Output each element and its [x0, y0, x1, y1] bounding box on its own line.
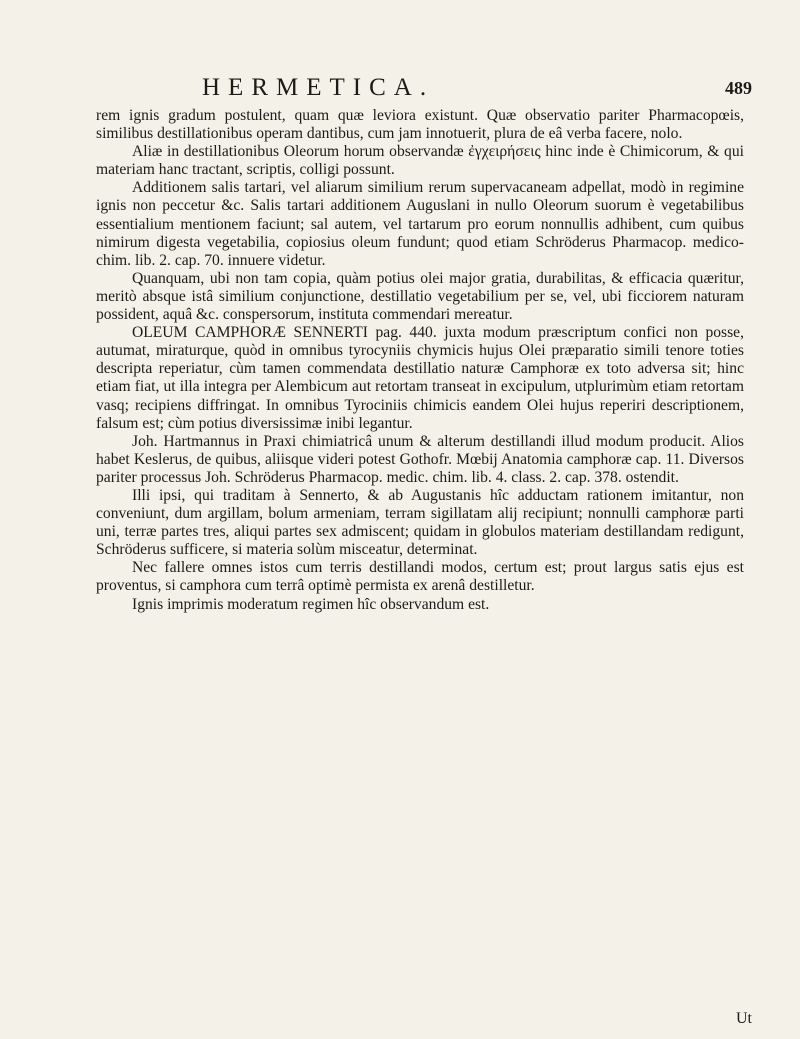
paragraph: Quanquam, ubi non tam copia, quàm potius olei major gratia, durabilitas, & efficacia quæritur, meritò absque istâ similium conjunctione, destillatio vegetabilium per se, vel, ubi ficciorem naturam possident, aquâ &c. conspersorum, instituta commendari mereatur.: [96, 269, 744, 324]
paragraph: Additionem salis tartari, vel aliarum similium rerum supervacaneam adpellat, modò in regimine ignis non peccetur &c. Salis tartari additionem Auguslani in nullo Oleorum suorum è vegetabilibus essentialium mentionem faciunt; sal autem, vel tartarum pro eorum nonnullis adhibent, cum quibus nimirum digesta vegetabilia, copiosius oleum fundunt; quod etiam Schröderus Pharmacop. medico-chim. lib. 2. cap. 70. innuere videtur.: [96, 179, 744, 269]
paragraph: Ignis imprimis moderatum regimen hîc observandum est.: [132, 595, 490, 613]
paragraph: Nec fallere omnes istos cum terris destillandi modos, certum est; prout largus satis ejus est proventus, si camphora cum terrâ optimè permista ex arenâ destilletur.: [96, 559, 744, 595]
page-number: 489: [725, 78, 752, 98]
paragraph: rem ignis gradum postulent, quam quæ leviora existunt. Quæ observatio pariter Pharmacopœis, similibus destillationibus operam dantibus, cum jam innotuerit, plura de eâ verba facere, nolo.: [96, 107, 744, 143]
paragraph: Illi ipsi, qui traditam à Sennerto, & ab Augustanis hîc adductam rationem imitantur, non conveniunt, dum argillam, bolum armeniam, terram sigillatam alij recipiunt; nonnulli camphoræ parti uni, terræ partes tres, aliqui partes sex admiscent; quidam in globulos materiam destillandam redigunt, Schröderus sufficere, si materia solùm misceatur, determinat.: [96, 486, 744, 559]
running-title: HERMETICA.: [202, 74, 435, 101]
paragraph: OLEUM CAMPHORÆ SENNERTI pag. 440. juxta modum præscriptum confici non posse, autumat, miraturque, quòd in omnibus tyrocyniis chymicis hujus Olei præparatio simili tenore toties descripta reperiatur, cùm tamen commendata destillatio naturæ Camphoræ ex toto adversa sit; hinc etiam fiat, ut illa integra per Alembicum aut retortam transeat in excipulum, utplurimùm etiam retortam vasq; recipiens diffringat. In omnibus Tyrociniis chimicis eandem Olei hujus reperiri descriptionem, falsum est; cùm potius diversissimæ inibi legantur.: [96, 324, 744, 432]
catchword: Ut: [736, 1010, 752, 1027]
paragraph: Joh. Hartmannus in Praxi chimiatricâ unum & alterum destillandi illud modum producit. Alios habet Keslerus, de quibus, aliisque videri potest Gothofr. Mœbij Anatomia camphoræ cap. 11. Diversos pariter processus Joh. Schröderus Pharmacop. medic. chim. lib. 4. class. 2. cap. 378. ostendit.: [96, 432, 744, 486]
body-text: [96, 107, 744, 614]
page-header: [0, 74, 800, 104]
paragraph: Aliæ in destillationibus Oleorum horum observandæ ἐγχειρήσεις hinc inde è Chimicorum, & qui materiam hanc tractant, scriptis, colligi possunt.: [96, 143, 744, 179]
